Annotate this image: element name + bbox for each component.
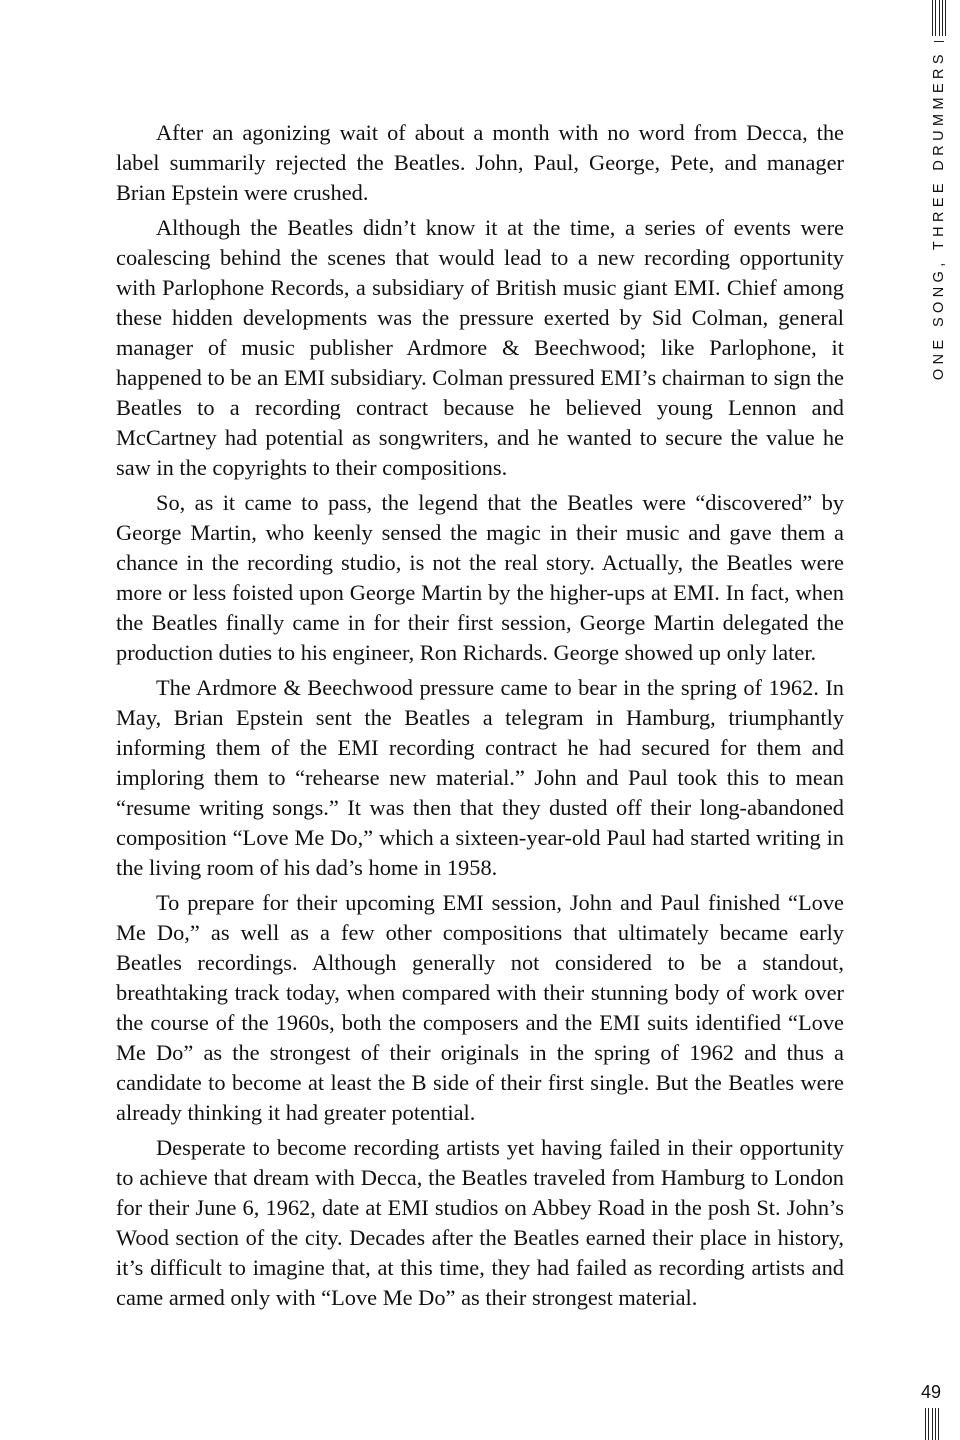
body-text: [116, 118, 844, 1318]
paragraph-1: After an agonizing wait of about a month with no word from Decca, the label summarily rejected the Beatles. John, Paul, George, Pete, and manager Brian Epstein were crushed.: [116, 120, 844, 205]
page-number: 49: [920, 1382, 942, 1402]
running-head: [924, 0, 954, 400]
running-head-text: ONE SONG, THREE DRUMMERS: [931, 49, 947, 380]
paragraph-4: The Ardmore & Beechwood pressure came to bear in the spring of 1962. In May, Brian Epstein sent the Beatles a telegram in Hamburg, triumphantly informing them of the EMI recording contract he had secured for them and imploring them to “rehearse new material.” John and Paul took this to mean “resume writing songs.” It was then that they dusted off their long-abandoned composition “Love Me Do,” which a sixteen-year-old Paul had started writing in the living room of his dad’s home in 1958.: [116, 675, 844, 880]
paragraph-6: Desperate to become recording artists yet having failed in their opportunity to achieve that dream with Decca, the Beatles traveled from Hamburg to London for their June 6, 1962, date at EMI studios on Abbey Road in the posh St. John’s Wood section of the city. Decades after the Beatles earned their place in history, it’s difficult to imagine that, at this time, they had failed as recording artists and came armed only with “Love Me Do” as their strongest material.: [116, 1135, 844, 1310]
top-rule-marks: [932, 0, 946, 36]
paragraph-3: So, as it came to pass, the legend that the Beatles were “discovered” by George Martin, who keenly sensed the magic in their music and gave them a chance in the recording studio, is not the real story. Actually, the Beatles were more or less foisted upon George Martin by the higher-ups at EMI. In fact, when the Beatles finally came in for their first session, George Martin delegated the production duties to his engineer, Ron Richards. George showed up only later.: [116, 490, 844, 665]
paragraph-2: Although the Beatles didn’t know it at the time, a series of events were coalescing behind the scenes that would lead to a new recording opportunity with Parlophone Records, a subsidiary of British music giant EMI. Chief among these hidden developments was the pressure exerted by Sid Colman, general manager of music publisher Ardmore & Beechwood; like Parlophone, it happened to be an EMI subsidiary. Colman pressured EMI’s chairman to sign the Beatles to a recording contract because he believed young Lennon and McCartney had potential as songwriters, and he wanted to secure the value he saw in the copyrights to their compositions.: [116, 215, 844, 480]
bottom-rule-marks: [925, 1408, 939, 1440]
paragraph-5: To prepare for their upcoming EMI session, John and Paul finished “Love Me Do,” as well as a few other compositions that ultimately became early Beatles recordings. Although generally not considered to be a standout, breathtaking track today, when compared with their stunning body of work over the course of the 1960s, both the composers and the EMI suits identified “Love Me Do” as the strongest of their originals in the spring of 1962 and thus a candidate to become at least the B side of their first single. But the Beatles were already thinking it had greater potential.: [116, 890, 844, 1125]
running-head-separator: [934, 41, 944, 42]
